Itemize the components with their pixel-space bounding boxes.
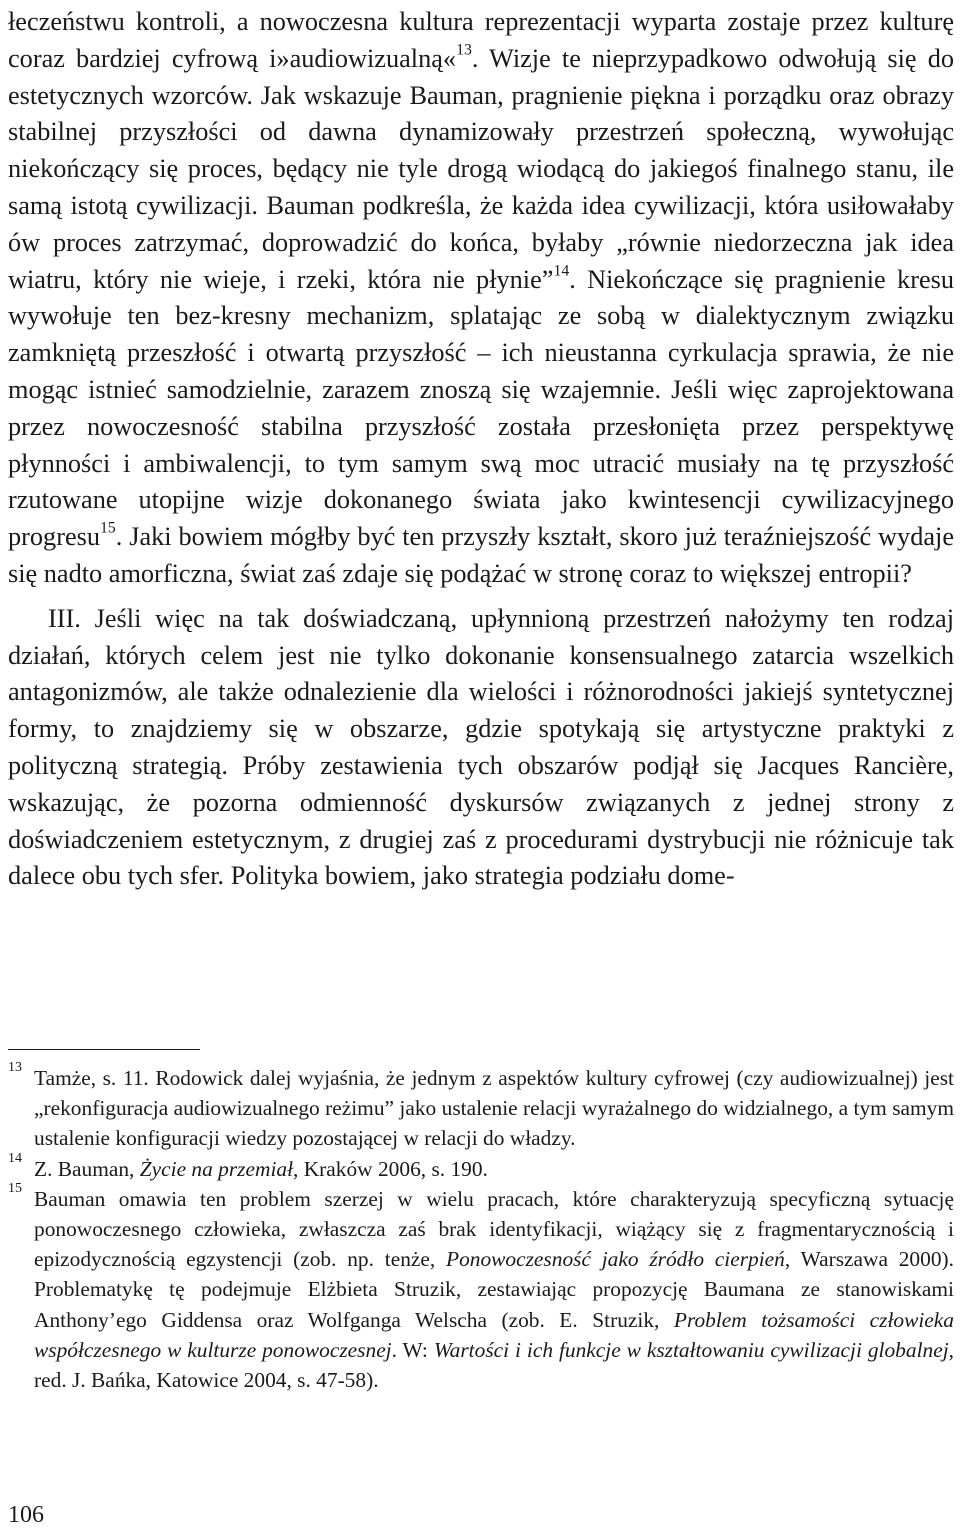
article-title: Problem tożsamości człowieka współczesnego w kulturze ponowoczesnej (34, 1307, 954, 1362)
book-title: Życie na przemiał (139, 1156, 294, 1181)
footnote-13 (8, 1060, 954, 1154)
footnote-divider (8, 1049, 200, 1050)
footnote-number: 15 (8, 1180, 22, 1196)
footnote-text: Tamże, s. 11. Rodowick dalej wyjaśnia, że jednym z aspektów kultury cyfrowej (czy audiowizualnej) jest „rekonfiguracja audiowizualnego reżimu” jako ustalenie relacji wyrażalnego do widzialnego, a tym samym ustalenie konfiguracji wiedzy pozostającej w relacji do władzy. (34, 1066, 954, 1151)
main-text (8, 4, 954, 895)
footnote-ref-15[interactable]: 15 (100, 519, 116, 537)
footnote-14: 14 Z. Bauman, Życie na przemiał, Kraków 2006, s. 190. (8, 1150, 488, 1181)
book-title: Ponowoczesność jako źródło cierpień (446, 1247, 785, 1272)
book-title: Wartości i ich funkcje w kształtowaniu cywilizacji globalnej (433, 1337, 949, 1362)
footnote-15: 15 Bauman omawia ten problem szerzej w wielu pracach, które charakteryzują specyficzną sytuację ponowoczesnego człowieka, zwłaszcza zaś brak identyfikacji, wiążący się z fragmentarycznością i epizodycznością egzystencji (zob. np. tenże, Ponowoczesność jako źródło cierpień, Warszawa 2000). Problematykę tę podejmuje Elżbieta Struzik, zestawiając propozycję Baumana ze stanowiskami Anthony’ego Giddensa oraz Wolfganga Welscha (zob. E. Struzik, Problem tożsamości człowieka współczesnego w kulturze ponowoczesnej. W: Wartości i ich funkcje w kształtowaniu cywilizacji globalnej, red. J. Bańka, Katowice 2004, s. 47-58). (8, 1180, 954, 1393)
footnote-number: 14 (8, 1150, 22, 1166)
page-number: 106 (8, 1502, 44, 1528)
footnotes (8, 1060, 954, 1395)
paragraph-2: III. Jeśli więc na tak doświadczaną, upłynnioną przestrzeń nałożymy ten rodzaj działań, których celem jest nie tylko dokonanie konsensualnego zatarcia wszelkich antagonizmów, ale także odnalezienie dla wielości i różnorodności jakiejś syntetycznej formy, to znajdziemy się w obszarze, gdzie spotykają się artystyczne praktyki z polityczną strategią. Próby zestawienia tych obszarów podjął się Jacques Rancière, wskazując, że pozorna odmienność dyskursów związanych z jednej strony z doświadczeniem estetycznym, z drugiej zaś z procedurami dystrybucji nie różnicuje tak dalece obu tych sfer. Polityka bowiem, jako strategia podziału dome- (8, 603, 954, 891)
document-page (8, 0, 954, 1534)
footnote-ref-13[interactable]: 13 (456, 41, 472, 59)
footnote-ref-14[interactable]: 14 (553, 261, 570, 279)
paragraph-1: łeczeństwu kontroli, a nowoczesna kultura reprezentacji wyparta zostaje przez kulturę coraz bardziej cyfrową i»audiowizualną«$^{13}$. Wizje te nieprzypadkowo odwołują się do estetycznych wzorców. Jak wskazuje Bauman, pragnienie piękna i porządku oraz obrazy stabilnej przyszłości od dawna dynamizowały przestrzeń społeczną, wywołując niekończący się proces, będący nie tyle drogą wiodącą do jakiegoś finalnego stanu, ile samą istotą cywilizacji. Bauman podkreśla, że każda idea cywilizacji, która usiłowałaby ów proces zatrzymać, doprowadzić do końca, byłaby „równie niedorzeczna jak idea wiatru, który nie wieje, i rzeki, która nie płynie”$^{14}$. Niekończące się pragnienie kresu wywołuje ten bez-kresny mechanizm, splatając ze sobą w dialektycznym związku zamkniętą przeszłość i otwartą przyszłość – ich nieustanna cyrkulacja sprawia, że nie mogąc istnieć samodzielnie, zarazem znoszą się wzajemnie. Jeśli więc zaprojektowana przez nowoczesność stabilna przyszłość została przesłonięta przez perspektywę płynności i ambiwalencji, to tym samym swą moc utracić musiały na tę przyszłość rzutowane utopijne wizje dokonanego świata jako kwintesencji cywilizacyjnego progresu$^{15}$. Jaki bowiem mógłby być ten przyszły kształt, skoro już teraźniejszość wydaje się nadto amorficzna, świat zaś zdaje się podążać w stronę coraz to większej entropii? (8, 7, 955, 588)
footnote-number: 13 (8, 1060, 22, 1075)
